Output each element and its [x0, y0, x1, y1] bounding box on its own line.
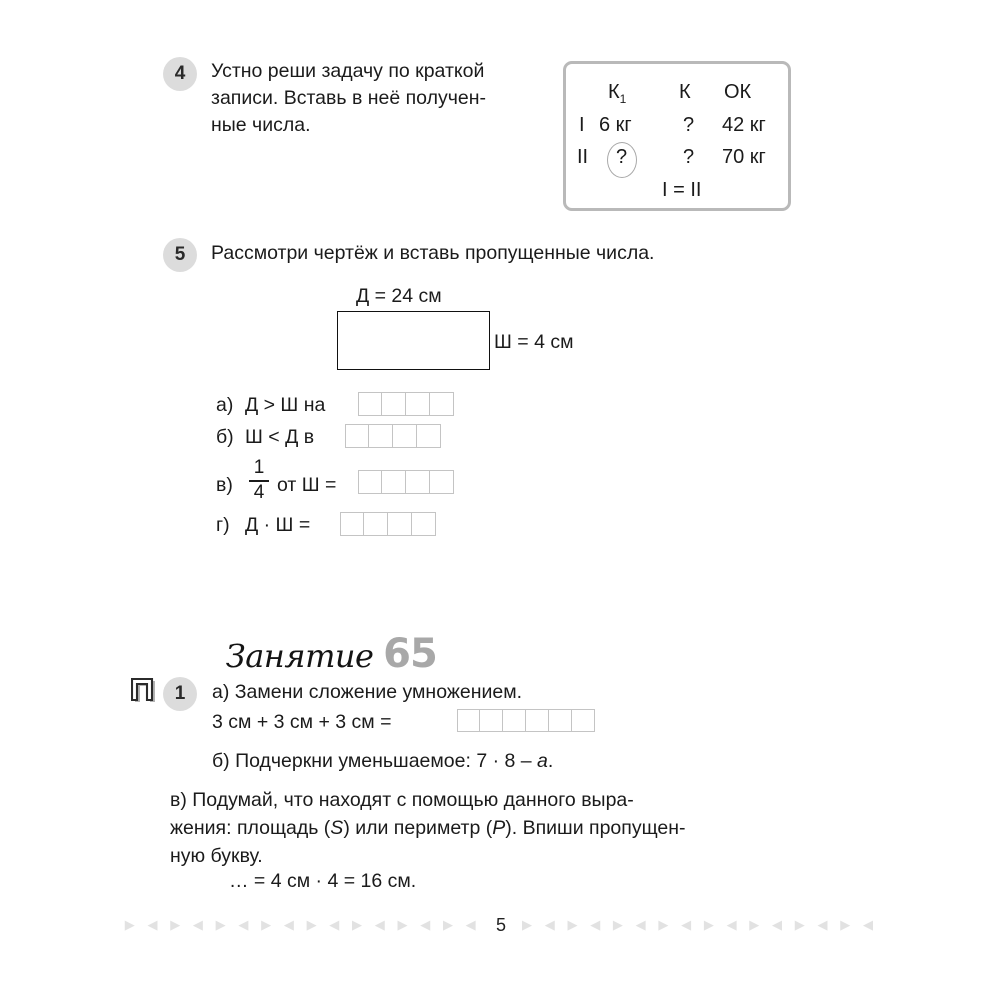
answer-cell[interactable] [358, 392, 382, 416]
table-row-1-ok: 42 кг [722, 114, 766, 136]
answer-cell[interactable] [526, 709, 549, 732]
table-header-k: К [679, 81, 691, 103]
answer-cell[interactable] [345, 424, 369, 448]
answer-cell[interactable] [393, 424, 417, 448]
answer-cell[interactable] [412, 512, 436, 536]
lesson-heading-word: Занятие [225, 637, 374, 675]
task-1-item-c-symbol-s: S [330, 817, 344, 839]
task-5-item-b-text: Ш < Д в [245, 426, 315, 448]
answer-cell[interactable] [430, 392, 454, 416]
task-1-item-c-answer: … = 4 см · 4 = 16 см. [229, 870, 417, 892]
figure-width-label: Ш = 4 см [494, 331, 574, 353]
answer-cell[interactable] [358, 470, 382, 494]
task-5-number-badge: 5 [163, 238, 197, 272]
task-5-item-g-answer-boxes[interactable] [340, 512, 436, 536]
task-5-item-a-text: Д > Ш на [245, 394, 326, 416]
fraction-denominator: 4 [253, 481, 265, 503]
page-number: 5 [495, 915, 506, 935]
task-5-item-g-marker: г) [216, 514, 230, 536]
table-row-2-k1: ? [616, 146, 628, 168]
task-1-item-b [212, 748, 553, 775]
lesson-heading-number: 65 [383, 631, 437, 677]
task-5-item-v-marker: в) [216, 474, 233, 496]
task-4-number-badge: 4 [163, 57, 197, 91]
figure-length-label: Д = 24 см [356, 285, 442, 307]
task-1-item-c-line-3: ную букву. [170, 845, 263, 867]
letter-p-icon [131, 678, 157, 704]
table-row-2-label: II [577, 146, 589, 168]
task-5-item-b-answer-boxes[interactable] [345, 424, 441, 448]
task-1-item-a-answer-boxes[interactable] [457, 709, 595, 732]
answer-cell[interactable] [340, 512, 364, 536]
task-1-item-b-variable: a [537, 750, 548, 772]
table-header-ok: ОК [724, 81, 752, 103]
task-1-number-badge: 1 [163, 677, 197, 711]
answer-cell[interactable] [382, 470, 406, 494]
fraction-one-quarter [249, 458, 269, 503]
footer-decoration-right: ▶ ◀ ▶ ◀ ▶ ◀ ▶ ◀ ▶ ◀ ▶ ◀ ▶ ◀ ▶ ◀ [522, 917, 878, 933]
answer-cell[interactable] [369, 424, 393, 448]
task-1-item-b-tail: . [547, 750, 554, 772]
table-header-k1: $К_1$ [608, 81, 627, 106]
answer-cell[interactable] [406, 470, 430, 494]
task-1-item-a-expression: 3 см + 3 см + 3 см = [212, 711, 392, 733]
task-1-item-c-line-2-part-c: ). Впиши пропущен- [505, 817, 686, 839]
task-4-short-note-table [563, 61, 791, 211]
table-row-2-k: ? [683, 146, 695, 168]
task-5-item-a-marker: а) [216, 394, 234, 416]
task-5-item-v-answer-boxes[interactable] [358, 470, 454, 494]
task-5-item-v-text: от Ш = [277, 474, 337, 496]
task-1-item-c-line-2-part-b: ) или периметр ( [343, 817, 493, 839]
answer-cell[interactable] [503, 709, 526, 732]
task-1-item-a-label: а) Замени сложение умножением. [212, 681, 523, 703]
answer-cell[interactable] [417, 424, 441, 448]
fraction-numerator: 1 [253, 457, 265, 478]
rectangle-figure [337, 311, 490, 370]
table-row-2-ok: 70 кг [722, 146, 766, 168]
task-1-item-c-line-2-part-a: жения: площадь ( [170, 817, 331, 839]
task-1-item-c-line-1: в) Подумай, что находят с помощью данного выра- [170, 789, 634, 811]
answer-cell[interactable] [480, 709, 503, 732]
task-1-item-b-text: б) Подчеркни уменьшаемое: 7 · 8 – [212, 750, 538, 772]
answer-cell[interactable] [406, 392, 430, 416]
task-5-item-g-text: Д · Ш = [245, 514, 311, 536]
task-5-prompt: Рассмотри чертёж и вставь пропущенные числа. [211, 242, 655, 264]
table-row-1-k1: 6 кг [599, 114, 632, 136]
answer-cell[interactable] [388, 512, 412, 536]
table-row-1-k: ? [683, 114, 695, 136]
task-4-prompt-line-1: Устно реши задачу по краткой [211, 60, 485, 82]
task-1-item-c-symbol-p: P [492, 817, 506, 839]
answer-cell[interactable] [549, 709, 572, 732]
answer-cell[interactable] [382, 392, 406, 416]
task-4-prompt-line-3: ные числа. [211, 114, 311, 136]
task-1-item-c-line-2 [170, 814, 810, 842]
task-5-item-a-answer-boxes[interactable] [358, 392, 454, 416]
answer-cell[interactable] [364, 512, 388, 536]
task-5-item-b-marker: б) [216, 426, 234, 448]
task-1-item-c [170, 786, 810, 870]
footer-decoration-left: ▶ ◀ ▶ ◀ ▶ ◀ ▶ ◀ ▶ ◀ ▶ ◀ ▶ ◀ ▶ ◀ [124, 917, 480, 933]
answer-cell[interactable] [457, 709, 480, 732]
table-row-1-label: I [579, 114, 585, 136]
page-footer [0, 915, 1002, 936]
answer-cell[interactable] [572, 709, 595, 732]
table-header-k1-subscript: 1 [619, 92, 627, 106]
table-footer-equation: I = II [662, 179, 702, 201]
answer-cell[interactable] [430, 470, 454, 494]
task-4-prompt-line-2: записи. Вставь в неё получен- [211, 87, 486, 109]
